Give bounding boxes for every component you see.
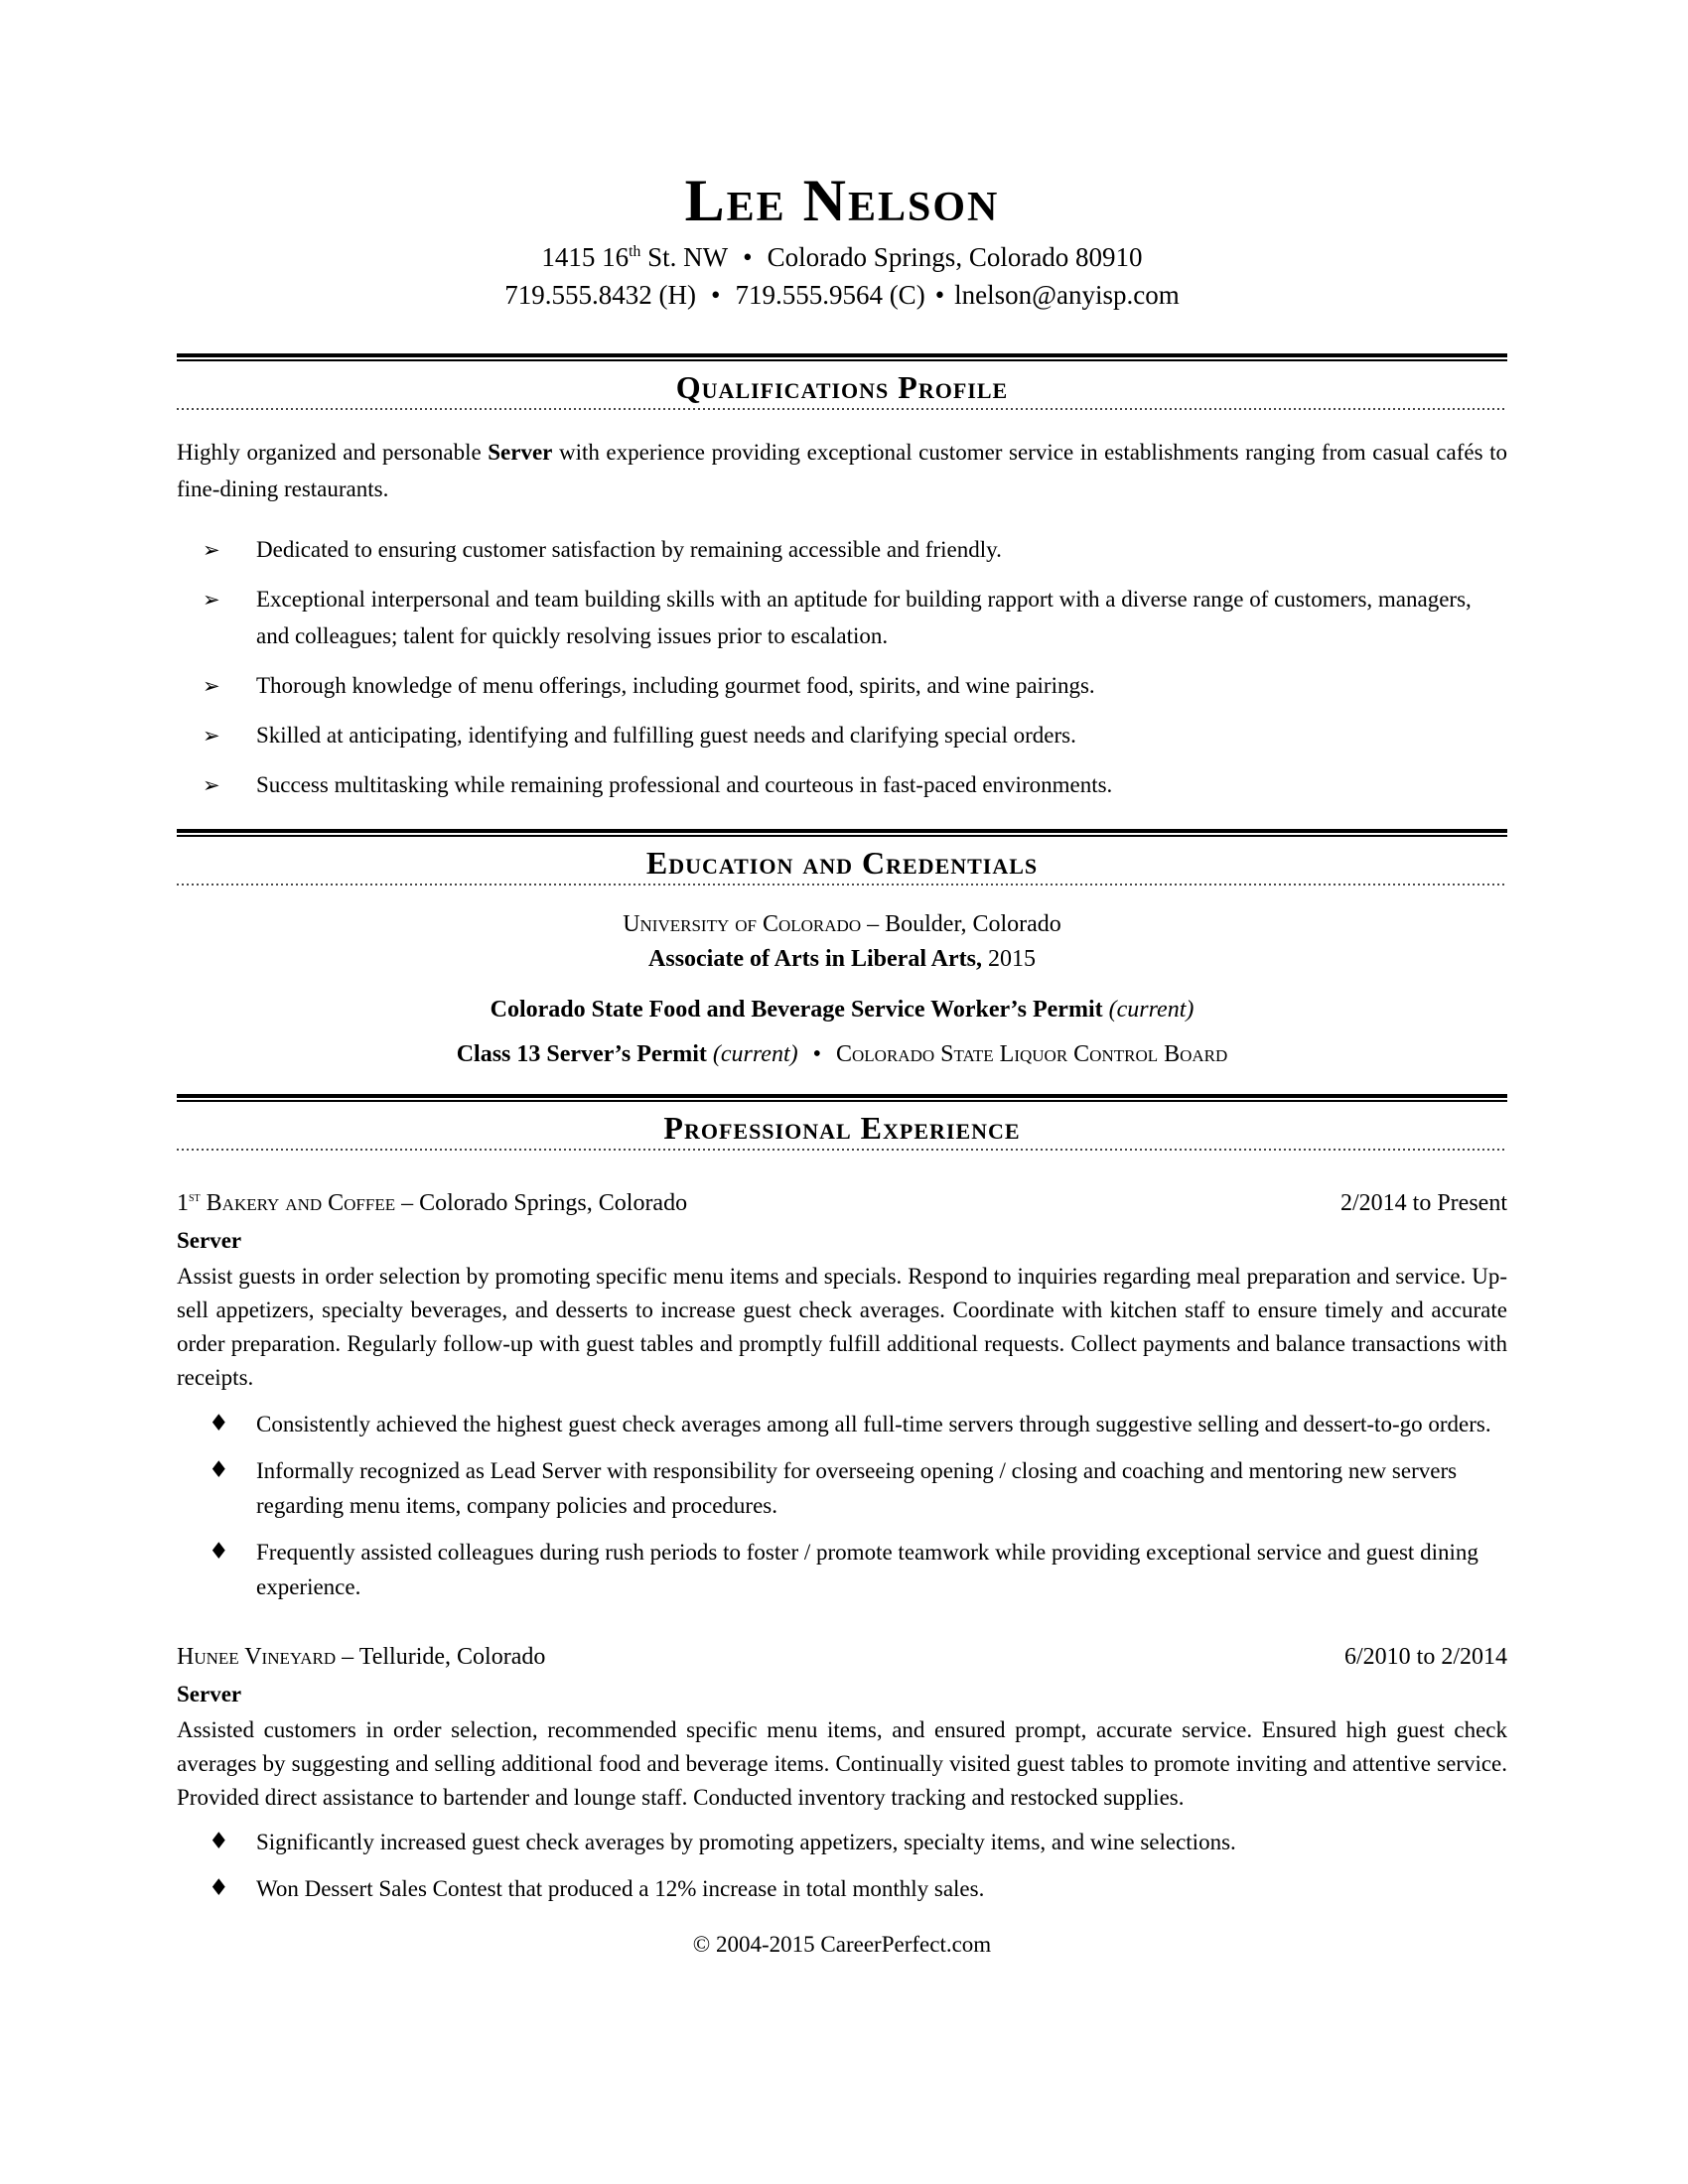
employment-dates: 2/2014 to Present <box>1340 1190 1507 1216</box>
dotted-rule <box>177 1149 1507 1151</box>
university-location: – Boulder, Colorado <box>861 911 1061 937</box>
bullet-text: Success multitasking while remaining professional and courteous in fast-paced environments. <box>256 772 1113 797</box>
list-item <box>177 531 1507 568</box>
dotted-rule <box>177 408 1507 410</box>
bullet-text: Frequently assisted colleagues during rush periods to foster / promote teamwork while providing exceptional service and guest dining experience. <box>256 1540 1478 1599</box>
phone-email-line <box>177 276 1507 314</box>
list-item <box>177 1825 1507 1859</box>
diamond-bullet-icon: ♦ <box>209 1829 229 1854</box>
permit-name: Class 13 Server’s Permit <box>456 1041 707 1067</box>
email-address: lnelson@anyisp.com <box>954 280 1180 310</box>
job-header <box>177 1640 1507 1674</box>
permit-status: (current) <box>706 1041 798 1067</box>
achievements-list <box>177 1825 1507 1906</box>
copyright-text: © 2004-2015 CareerPerfect.com <box>692 1932 992 1957</box>
permit-line <box>177 1037 1507 1072</box>
list-item <box>177 1453 1507 1523</box>
issuing-board: Colorado State Liquor Control Board <box>836 1041 1228 1067</box>
job-entry <box>177 1186 1507 1604</box>
city-state-zip: Colorado Springs, Colorado 80910 <box>767 242 1143 272</box>
company-name: Hunee Vineyard – Telluride, Colorado <box>177 1644 546 1670</box>
section-title-qualifications: Qualifications Profile <box>675 369 1009 405</box>
job-summary: Assist guests in order selection by promoting specific menu items and specials. Respond to inquiries regarding meal preparation and service. Up-sell appetizers, specialty beverages, and desserts to increase guest check averages. Coordinate with kitchen staff to ensure timely and accurate order preparation. Regularly follow-up with guest tables and promptly fulfill additional requests. Collect payments and balance transactions with receipts. <box>177 1264 1507 1390</box>
diamond-bullet-icon: ♦ <box>209 1411 229 1436</box>
university-line <box>177 907 1507 942</box>
job-header <box>177 1186 1507 1220</box>
bullet-text: Thorough knowledge of menu offerings, including gourmet food, spirits, and wine pairings. <box>256 673 1095 698</box>
company-location: – Telluride, Colorado <box>336 1644 546 1670</box>
highlighted-role: Server <box>488 440 553 465</box>
list-item <box>177 1535 1507 1604</box>
diamond-bullet-icon: ♦ <box>209 1539 229 1565</box>
address-line <box>177 238 1507 276</box>
company-name: 1st Bakery and Coffee – Colorado Springs, Colorado <box>177 1190 688 1216</box>
dotted-rule <box>177 884 1507 886</box>
bullet-separator-icon: • <box>812 1041 822 1067</box>
arrow-bullet-icon: ➢ <box>203 538 220 562</box>
university-name: University of Colorado <box>623 911 862 937</box>
diamond-bullet-icon: ♦ <box>209 1457 229 1483</box>
job-summary: Assisted customers in order selection, recommended specific menu items, and ensured prompt, accurate service. Ensured high guest check averages by suggesting and selling additional food and beverage items. Continually visited guest tables to promote inviting and attentive service. Provided direct assistance to bartender and lounge staff. Conducted inventory tracking and restocked supplies. <box>177 1717 1507 1810</box>
bullet-separator-icon: • <box>934 280 945 310</box>
cell-phone: 719.555.9564 (C) <box>735 280 925 310</box>
arrow-bullet-icon: ➢ <box>203 588 220 612</box>
job-title: Server <box>177 1682 242 1706</box>
company-location: – Colorado Springs, Colorado <box>395 1190 688 1216</box>
list-item <box>177 1407 1507 1441</box>
bullet-separator-icon: • <box>710 280 721 310</box>
resume-header <box>177 168 1507 314</box>
permit-name: Colorado State Food and Beverage Service Worker’s Permit <box>490 997 1103 1023</box>
double-rule-divider <box>177 353 1507 361</box>
ordinal-superscript: th <box>629 243 641 260</box>
arrow-bullet-icon: ➢ <box>203 674 220 698</box>
permit-line <box>177 993 1507 1027</box>
degree-name: Associate of Arts in Liberal Arts, <box>648 946 982 972</box>
street-address: 1415 16th St. NW <box>541 242 729 272</box>
degree-year: 2015 <box>981 946 1036 972</box>
section-title-experience: Professional Experience <box>663 1110 1021 1146</box>
person-name: Lee Nelson <box>684 168 1000 233</box>
qualifications-list <box>177 531 1507 803</box>
arrow-bullet-icon: ➢ <box>203 724 220 748</box>
double-rule-divider <box>177 1094 1507 1102</box>
diamond-bullet-icon: ♦ <box>209 1875 229 1901</box>
home-phone: 719.555.8432 (H) <box>504 280 696 310</box>
list-item <box>177 717 1507 753</box>
bullet-text: Consistently achieved the highest guest check averages among all full-time servers through suggestive selling and dessert-to-go orders. <box>256 1412 1491 1436</box>
list-item <box>177 1871 1507 1906</box>
bullet-text: Dedicated to ensuring customer satisfaction by remaining accessible and friendly. <box>256 537 1002 562</box>
employment-dates: 6/2010 to 2/2014 <box>1343 1644 1507 1670</box>
arrow-bullet-icon: ➢ <box>203 773 220 797</box>
job-title: Server <box>177 1228 242 1253</box>
bullet-text: Exceptional interpersonal and team building skills with an aptitude for building rapport with a diverse range of customers, managers, and colleagues; talent for quickly resolving issues prior to escalation. <box>256 587 1472 648</box>
job-entry <box>177 1640 1507 1906</box>
page-footer <box>177 1928 1507 1962</box>
bullet-text: Significantly increased guest check averages by promoting appetizers, specialty items, and wine selections. <box>256 1830 1236 1854</box>
list-item <box>177 581 1507 654</box>
achievements-list <box>177 1407 1507 1604</box>
list-item <box>177 667 1507 704</box>
bullet-text: Informally recognized as Lead Server with responsibility for overseeing opening / closing and coaching and mentoring new servers regarding menu items, company policies and procedures. <box>256 1458 1458 1518</box>
bullet-separator-icon: • <box>743 242 753 272</box>
bullet-text: Won Dessert Sales Contest that produced a 12% increase in total monthly sales. <box>256 1876 985 1901</box>
ordinal-superscript: st <box>189 1190 201 1205</box>
section-title-education: Education and Credentials <box>645 845 1039 881</box>
bullet-text: Skilled at anticipating, identifying and fulfilling guest needs and clarifying special orders. <box>256 723 1076 748</box>
permit-status: (current) <box>1102 997 1195 1023</box>
list-item <box>177 766 1507 803</box>
education-block <box>177 907 1507 1072</box>
double-rule-divider <box>177 829 1507 837</box>
degree-line <box>177 942 1507 977</box>
qualifications-summary: Highly organized and personable Server with experience providing exceptional customer service in establishments ranging from casual cafés to fine-dining restaurants. <box>177 440 1507 501</box>
